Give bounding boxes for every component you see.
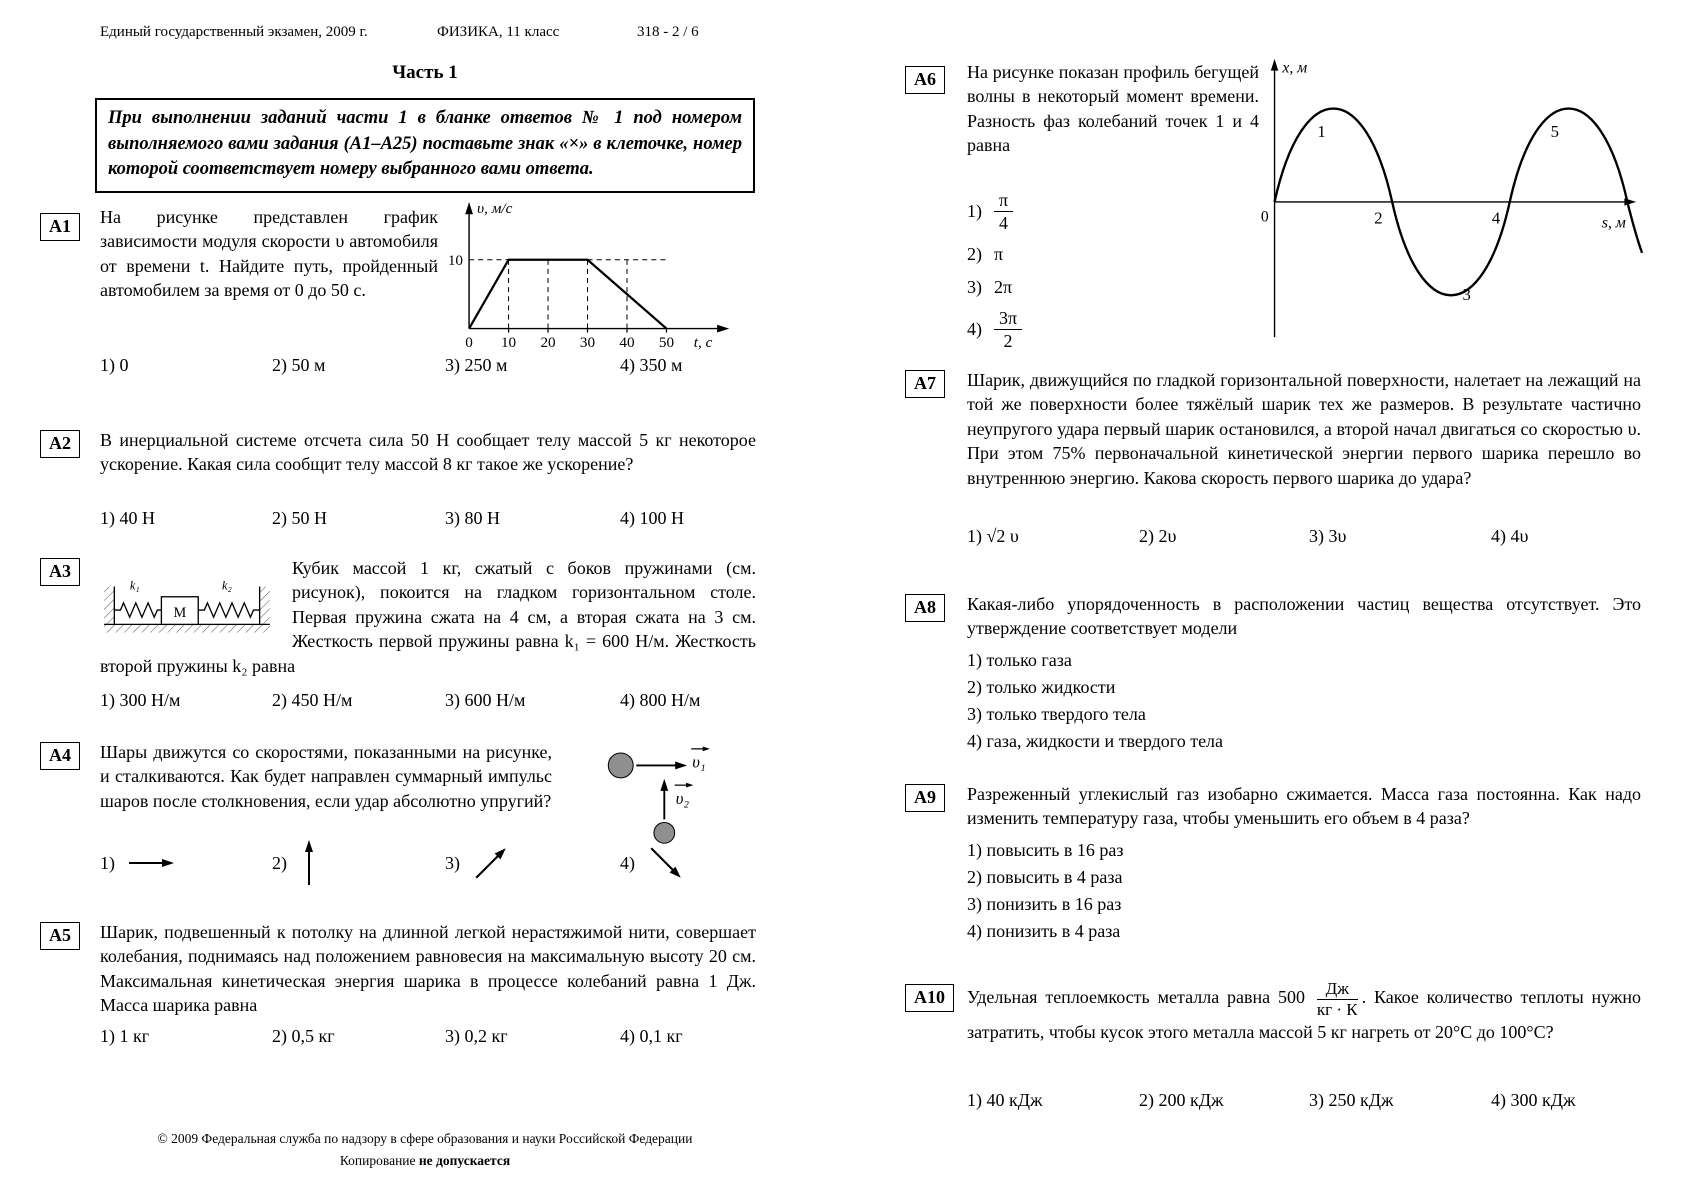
block-label: М: [173, 605, 187, 622]
answer-option: [967, 308, 1022, 351]
question-a6-label: А6: [905, 66, 945, 94]
question-a6-text: На рисунке показан профиль бегущей волны в некоторый момент времени. Разность фаз колебаний точек 1 и 4 равна: [967, 62, 1259, 156]
a1-graph-xlabel: t, c: [693, 333, 713, 351]
a5-answers: [100, 1026, 756, 1047]
answer-option: 1) 0: [100, 355, 129, 375]
answer-option: 3) 600 Н/м: [445, 690, 526, 710]
a3-answers: [100, 690, 756, 711]
question-a4: [40, 740, 756, 905]
a1-answers: [100, 355, 756, 376]
footer-copyright: © 2009 Федеральная служба по надзору в сфере образования и науки Российской Федерации: [157, 1131, 693, 1146]
velocity2-label: υ₂: [675, 788, 690, 808]
answer-option: 1) повысить в 16 раз: [967, 840, 1124, 860]
wave-profile-graph: [1253, 54, 1645, 342]
answer-fraction: $\frac{\pi}{4}$: [994, 190, 1013, 233]
answer-option: [272, 836, 445, 890]
question-a2: [40, 428, 756, 543]
answer-option: 3) понизить в 16 раз: [967, 894, 1122, 914]
spring2-label: k₂: [222, 578, 232, 593]
answer-option: [445, 836, 620, 890]
header-exam-title: Единый государственный экзамен, 2009 г.: [100, 24, 368, 40]
answer-number: 3): [445, 852, 460, 873]
question-a2-label: А2: [40, 430, 80, 458]
heat-capacity-fraction: Дж кг · К: [1316, 979, 1358, 1019]
question-a8-label: А8: [905, 594, 945, 622]
a6-answers: [967, 190, 1022, 361]
answer-option: 3) 250 кДж: [1309, 1090, 1394, 1110]
question-a8-text: Какая-либо упорядоченность в расположении частиц вещества отсутствует. Это утверждение соответствует модели: [967, 594, 1641, 639]
a1-xtick-0: 0: [465, 333, 473, 351]
wave-point-5: 5: [1550, 122, 1560, 142]
answer-option: 4) 350 м: [620, 355, 683, 375]
answer-number: 1): [100, 852, 115, 873]
question-a5: [40, 920, 756, 1065]
velocity-time-graph: [428, 197, 743, 362]
question-a4-label: А4: [40, 742, 80, 770]
answer-option: 3) 3υ: [1309, 526, 1347, 546]
answer-option: 1) 40 кДж: [967, 1090, 1043, 1110]
question-a4-text: Шары движутся со скоростями, показанными на рисунке, и сталкиваются. Как будет направлен суммарный импульс шаров после столкновения, если удар абсолютно упругий?: [100, 742, 552, 811]
arrow-up-icon: [299, 839, 319, 887]
question-a3: [40, 556, 756, 726]
answer-option: 1) только газа: [967, 650, 1072, 670]
answer-option: 3) только твердого тела: [967, 704, 1146, 724]
answer-option: [967, 242, 1022, 266]
arrow-down-right-icon: [647, 844, 685, 882]
question-a3-text: Кубик массой 1 кг, сжатый с боков пружинами (см. рисунок), покоится на гладком горизонтальном столе. Первая пружина сжата на 4 см, а вторая сжата на 3 см. Жесткость первой пружины равна k₁ = 600 Н/м. Жесткость второй пружины k₂ равна: [100, 558, 756, 676]
answer-number: 3): [967, 276, 982, 297]
answer-option: 2) 2υ: [1139, 526, 1177, 546]
answer-option: 1) 300 Н/м: [100, 690, 181, 710]
answer-option: 4) понизить в 4 раза: [967, 921, 1121, 941]
answer-option: 3) 0,2 кг: [445, 1026, 508, 1046]
a7-answers: [967, 526, 1641, 547]
question-a6: [905, 60, 1642, 360]
answer-option: 3) 250 м: [445, 355, 508, 375]
footer-notice: [95, 1150, 755, 1172]
answer-option: 2) 450 Н/м: [272, 690, 353, 710]
answer-value: π: [994, 243, 1004, 264]
answer-option: [100, 836, 272, 890]
question-a10-label: А10: [905, 984, 954, 1012]
answer-option: 2) 0,5 кг: [272, 1026, 335, 1046]
a6-graph-origin: 0: [1260, 208, 1269, 226]
wave-point-3: 3: [1462, 284, 1471, 304]
question-a5-label: А5: [40, 922, 80, 950]
question-a8: [905, 592, 1642, 757]
a8-answers: [967, 650, 1223, 758]
answer-option: 4) 300 кДж: [1491, 1090, 1576, 1110]
answer-option: 1) 40 Н: [100, 508, 155, 528]
a6-graph-xlabel: s, м: [1601, 214, 1626, 232]
answer-number: 4): [967, 319, 982, 340]
answer-number: 4): [620, 852, 635, 873]
arrow-up-right-icon: [472, 844, 510, 882]
figure-spacer: [100, 556, 292, 634]
a1-xtick-3: 30: [579, 333, 596, 351]
a1-xtick-2: 20: [540, 333, 556, 351]
answer-option: [967, 275, 1022, 299]
answer-option: 2) повысить в 4 раза: [967, 867, 1123, 887]
answer-number: 1): [967, 201, 982, 222]
answer-number: 2): [967, 243, 982, 264]
a1-xtick-1: 10: [500, 333, 517, 351]
wave-point-4: 4: [1491, 208, 1501, 228]
answer-option: 4) 0,1 кг: [620, 1026, 683, 1046]
a2-answers: [100, 508, 756, 529]
a1-graph-ytick: 10: [447, 251, 464, 269]
question-a1-label: А1: [40, 213, 80, 241]
answer-option: 4) 800 Н/м: [620, 690, 701, 710]
arrow-right-icon: [127, 853, 175, 873]
question-a2-text: В инерциальной системе отсчета сила 50 Н сообщает телу массой 5 кг некоторое ускорение. Какая сила сообщит телу массой 8 кг такое же ускорение?: [100, 430, 756, 475]
answer-option: 2) 50 м: [272, 355, 326, 375]
question-a9: [905, 782, 1642, 947]
question-a7: [905, 368, 1642, 568]
instruction-box: При выполнении заданий части 1 в бланке ответов № 1 под номером выполняемого вами задания (А1–А25) поставьте знак «×» в клеточке, номер которой соответствует номеру выбранного вами ответа.: [95, 98, 755, 193]
a1-xtick-4: 40: [619, 333, 635, 351]
wave-point-1: 1: [1317, 122, 1326, 142]
answer-value: 2π: [994, 276, 1013, 297]
answer-option: 2) только жидкости: [967, 677, 1116, 697]
footer-notice-prefix: Копирование: [339, 1152, 419, 1168]
answer-option: 1) 1 кг: [100, 1026, 150, 1046]
velocity1-label: υ₁: [692, 752, 706, 772]
a10-answers: [967, 1090, 1641, 1111]
answer-option: 4) 100 Н: [620, 508, 684, 528]
answer-option: 2) 50 Н: [272, 508, 327, 528]
question-a7-text: Шарик, движущийся по гладкой горизонтальной поверхности, налетает на лежащий на той же поверхности более тяжёлый шарик тех же размеров. В результате частично неупругого удара первый шарик остановился, а второй начал двигаться со скоростью υ. При этом 75% первоначальной кинетической энергии первого шарика перешло во внутреннюю энергию. Какова скорость первого шарика до удара?: [967, 370, 1641, 488]
footer-notice-bold: не допускается: [418, 1152, 511, 1168]
answer-option: 4) 4υ: [1491, 526, 1529, 546]
header-page-number: 318 - 2 / 6: [637, 24, 699, 40]
a1-xtick-5: 50: [658, 333, 675, 351]
question-a7-label: А7: [905, 370, 945, 398]
question-a3-text-wrap: [100, 556, 756, 678]
wave-point-2: 2: [1374, 208, 1383, 228]
footer: [95, 1128, 755, 1171]
a9-answers: [967, 840, 1124, 948]
answer-fraction: $\frac{3\pi}{2}$: [994, 308, 1022, 351]
a6-graph-ylabel: x, м: [1282, 59, 1308, 77]
question-a9-text: Разреженный углекислый газ изобарно сжимается. Масса газа постоянна. Как надо изменить температуру газа, чтобы уменьшить его объем в 4 раза?: [967, 784, 1641, 829]
answer-option: 1) √2 υ: [967, 526, 1019, 546]
question-a10: [905, 980, 1642, 1130]
answer-option: [967, 190, 1022, 233]
a10-text-before: Удельная теплоемкость металла равна 500: [967, 986, 1306, 1007]
part-title: Часть 1: [392, 62, 458, 83]
question-a3-label: А3: [40, 558, 80, 586]
question-a1: [40, 200, 756, 420]
question-a1-text: На рисунке представлен график зависимости модуля скорости υ автомобиля от времени t. Найдите путь, пройденный автомобилем за время от 0 до 50 с.: [100, 207, 438, 301]
question-a5-text: Шарик, подвешенный к потолку на длинной легкой нерастяжимой нити, совершает колебания, поднимаясь над положением равновесия на максимальную высоту 20 см. Максимальная кинетическая энергия шарика в процессе колебаний равна 1 Дж. Масса шарика равна: [100, 922, 756, 1016]
question-a9-label: А9: [905, 784, 945, 812]
header-subject: ФИЗИКА, 11 класс: [437, 24, 560, 40]
answer-option: 4) газа, жидкости и твердого тела: [967, 731, 1224, 751]
answer-option: [620, 836, 756, 890]
a1-graph-ylabel: υ, м/с: [477, 200, 513, 218]
a4-answers: [100, 836, 756, 890]
spring1-label: k₁: [129, 578, 140, 593]
a10-text-after: . Какое количество теплоты нужно затратить, чтобы кусок этого металла массой 5 кг нагреть от 20°С до 100°С?: [967, 986, 1641, 1042]
answer-option: 2) 200 кДж: [1139, 1090, 1224, 1110]
answer-option: 3) 80 Н: [445, 508, 500, 528]
question-a10-text: [967, 980, 1641, 1046]
answer-number: 2): [272, 852, 287, 873]
